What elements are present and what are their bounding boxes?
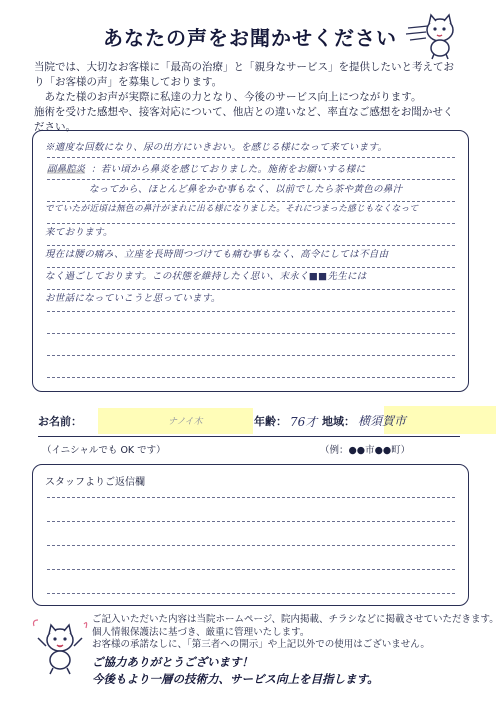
name-label: お名前： [38, 415, 82, 428]
ruled-line [47, 311, 455, 312]
age-value: 76才 [290, 415, 318, 429]
footer-notes [92, 614, 499, 652]
ruled-line [47, 593, 455, 594]
region-note: （例：●●市●●町） [320, 445, 411, 456]
intro-line: り「お客様の声」を募集しております。 [34, 76, 223, 88]
ruled-line [47, 545, 455, 546]
footer-note: ご記入いただいた内容は当院ホームページ、院内掲載、チラシなどに掲載させていただきます。 [92, 614, 499, 625]
feedback-text: 来ております。 [45, 227, 113, 238]
feedback-text: でていたが近頃は無色の鼻汁がまれに出る様になりました。それにつまった感じもなくなって [45, 204, 419, 214]
intro-text [34, 60, 474, 135]
staff-reply-box [32, 464, 469, 606]
ruled-line [47, 497, 455, 498]
feedback-text: なく過ごしております。この状態を維持したく思い、末永く■■先生には [45, 271, 367, 282]
name-note: （イニシャルでも OK です） [42, 445, 166, 456]
respondent-info-row [38, 406, 478, 436]
page-title: あなたの声をお聞かせください [103, 26, 397, 50]
intro-line: ださい。 [34, 121, 76, 133]
cat-mascot-icon [404, 10, 464, 60]
ruled-line [47, 355, 455, 356]
cat-cheering-icon [30, 616, 90, 676]
ruled-line [47, 377, 455, 378]
ruled-line [47, 157, 455, 158]
region-label: 地域： [322, 415, 355, 428]
intro-line: 施術を受けた感想や、接客対応について、他店との違いなど、率直なご感想をお聞かせく [34, 106, 454, 118]
feedback-text: なってから、ほとんど鼻をかむ事もなく、以前でしたら茶や黄色の鼻汁 [89, 184, 403, 195]
ruled-line [47, 333, 455, 334]
intro-line: 当院では、大切なお客様に「最高の治療」と「親身なサービス」を提供したいと考えてお [34, 61, 454, 73]
ruled-line [47, 179, 455, 180]
feedback-box [32, 130, 469, 392]
divider [38, 436, 460, 437]
feedback-text: ※適度な回数になり、尿の出方にいきおい。を感じる様になって来ています。 [45, 142, 388, 153]
feedback-text: ：若い頃から鼻炎を感じておりました。施術をお願いする様に [91, 164, 366, 175]
intro-line: あなた様のお声が実際に私達の力となり、今後のサービス向上につながります。 [34, 91, 422, 103]
feedback-text: 現在は腰の痛み、立座を長時間つづけても痛む事もなく、高令にしては不自由 [45, 249, 389, 260]
footer-note: お客様の承諾なしに、「第三者への開示」や上記以外での使用はございません。 [92, 639, 430, 650]
footer-thanks [92, 654, 379, 688]
footer-note: 個人情報保護法に基づき、厳重に管理いたします。 [92, 626, 310, 638]
reply-title: スタッフよりご返信欄 [45, 477, 145, 488]
thanks-line: 今後もより一層の技術力、サービス向上を目指します。 [92, 672, 379, 686]
feedback-text: お世話になっていこうと思っています。 [45, 293, 221, 304]
region-value: 横須賀市 [358, 414, 407, 428]
name-value: ナノイ木 [150, 417, 203, 427]
ruled-line [47, 569, 455, 570]
feedback-label: 副鼻腔炎 [47, 161, 85, 175]
thanks-line: ご協力ありがとうございます！ [92, 655, 253, 669]
age-label: 年齢： [254, 415, 287, 428]
ruled-line [47, 521, 455, 522]
